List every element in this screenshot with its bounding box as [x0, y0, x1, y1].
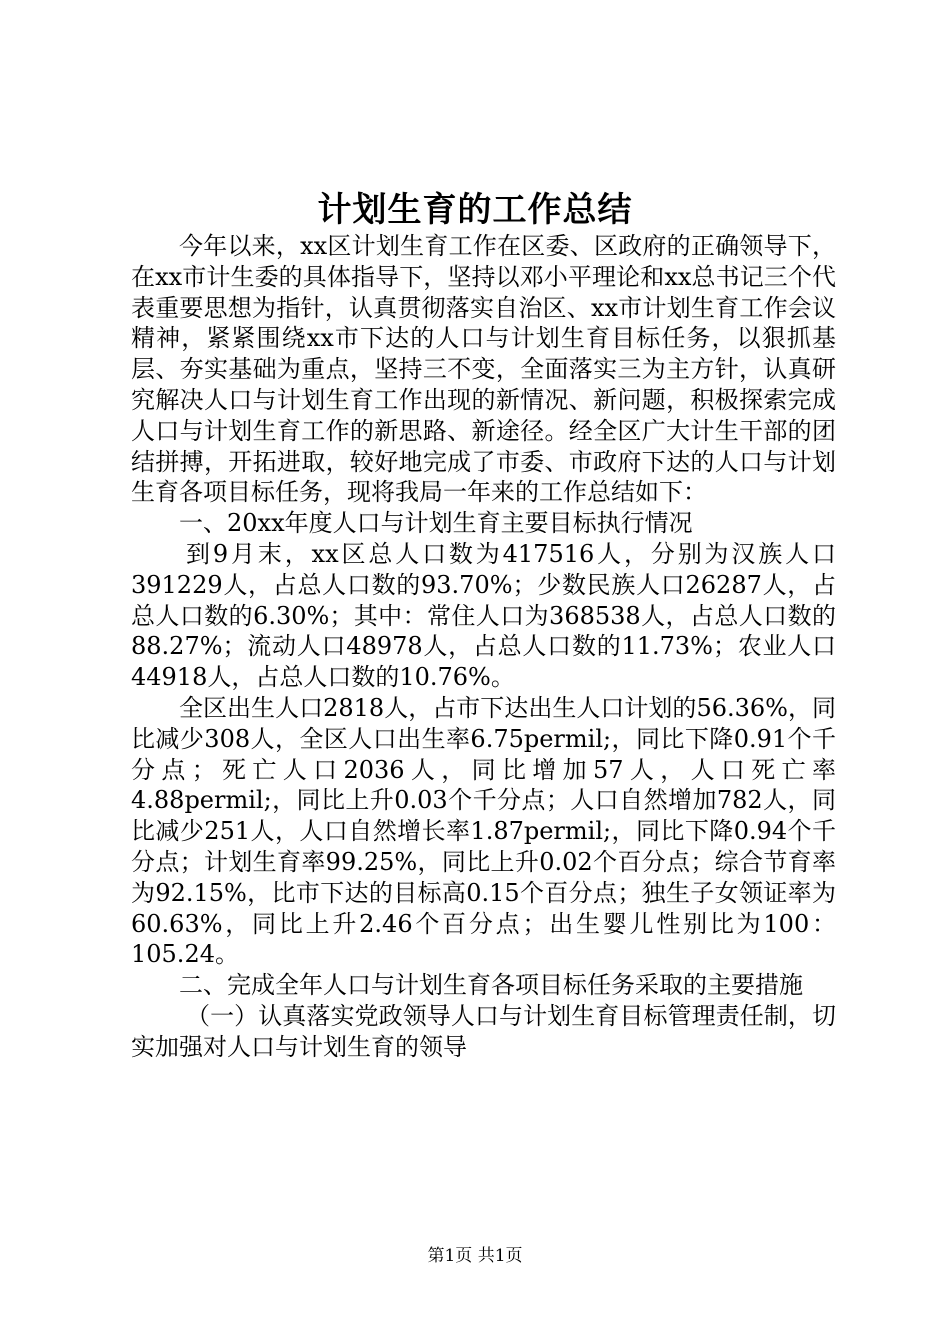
subsection-heading-1: （一）认真落实党政领导人口与计划生育目标管理责任制，切实加强对人口与计划生育的领导: [131, 1001, 836, 1061]
section-heading-1: 一、20xx年度人口与计划生育主要目标执行情况: [179, 509, 693, 538]
document-body: [131, 231, 836, 1063]
document-title: 计划生育的工作总结: [317, 190, 633, 230]
section-heading-2: 二、完成全年人口与计划生育各项目标任务采取的主要措施: [179, 971, 803, 1000]
intro-paragraph: 今年以来，xx区计划生育工作在区委、区政府的正确领导下，在xx市计生委的具体指导下，坚持以邓小平理论和xx总书记三个代表重要思想为指针，认真贯彻落实自治区、xx市计划生育工作会议精神，紧紧围绕xx市下达的人口与计划生育目标任务，以狠抓基层、夯实基础为重点，坚持三不变，全面落实三为主方针，认真研究解决人口与计划生育工作出现的新情况、新问题，积极探索完成人口与计划生育工作的新思路、新途径。经全区广大计生干部的团结拼搏，开拓进取，较好地完成了市委、市政府下达的人口与计划生育各项目标任务，现将我局一年来的工作总结如下：: [131, 232, 836, 507]
population-paragraph: 到9月末，xx区总人口数为417516人，分别为汉族人口391229人，占总人口数的93.70%；少数民族人口26287人，占总人口数的6.30%；其中：常住人口为368538人，占总人口数的88.27%；流动人口48978人，占总人口数的11.73%；农业人口44918人，占总人口数的10.76%。: [131, 539, 836, 692]
page-number-footer: 第1页 共1页: [427, 1246, 523, 1266]
birth-rate-paragraph: 全区出生人口2818人，占市下达出生人口计划的56.36%，同比减少308人，全区人口出生率6.75permil;，同比下降0.91个千分点；死亡人口2036人，同比增加57人，人口死亡率4.88permil;，同比上升0.03个千分点；人口自然增加782人，同比减少251人，人口自然增长率1.87permil;，同比下降0.94个千分点；计划生育率99.25%，同比上升0.02个百分点；综合节育率为92.15%，比市下达的目标高0.15个百分点；独生子女领证率为60.63%，同比上升2.46个百分点；出生婴儿性别比为100：105.24。: [131, 693, 836, 969]
